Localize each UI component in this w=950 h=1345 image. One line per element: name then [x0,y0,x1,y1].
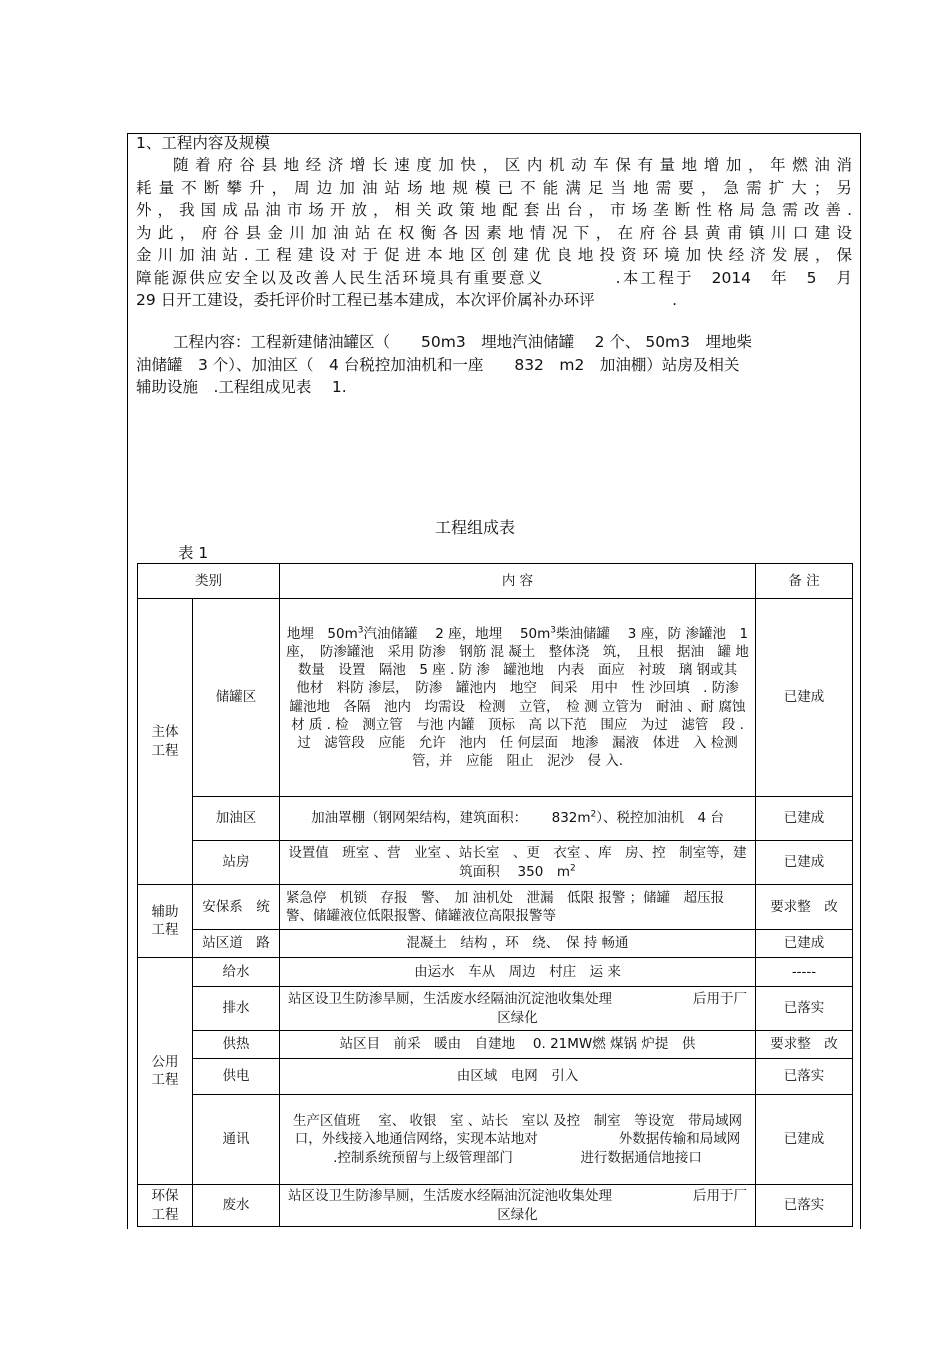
item-content: 紧急停 机锁 存报 警、 加 油机处 泄漏 低限 报警 ；储罐 超压报警、储罐液位低限报警、储罐液位高限报警等 [280,885,756,930]
item-content [280,599,756,797]
item-name: 站区道 路 [193,930,280,958]
text-line: 耗量不断攀升，周边加油站场地规模已不能满足当地需要，急需扩大；另 [136,178,852,197]
table-label: 表 1 [178,544,209,562]
table-row [138,1185,853,1227]
text-line: 工程内容：工程新建储油罐区（ 50m3 埋地汽油储罐 2 个、 50m3 埋地柴 [173,333,753,351]
table-caption: 工程组成表 [434,518,515,537]
text-segment: 设置值 班室 、营 业室 、站长室 、更 衣室 、库 房、控 制室等，建 筑面积 350 m [288,845,765,880]
item-name: 供热 [193,1031,280,1059]
group-aux: 辅助 工程 [138,885,193,958]
text-line: 障能源供应安全以及改善人民生活环境具有重要意义 .本工程于 2014 年 5 月 [136,268,852,287]
table-row [138,930,853,958]
item-status: 要求整 改 [756,885,853,930]
header-content: 内 容 [280,564,756,599]
item-content: 站区设卫生防渗旱厕，生活废水经隔油沉淀池收集处理 后用于厂区绿化 [280,1185,756,1227]
item-status: 已落实 [756,987,853,1031]
table-row [138,599,853,797]
item-name: 站房 [193,841,280,885]
section-heading: 1、工程内容及规模 [136,134,270,152]
header-category: 类别 [138,564,280,599]
superscript: 2 [569,863,576,873]
item-content: 由运水 车从 周边 村庄 运 来 [280,958,756,987]
text-line: 外，我国成品油市场开放，相关政策地配套出台，市场垄断性格局急需改善. [136,201,852,219]
table-row [138,1095,853,1185]
text-segment: 地埋 50m [286,625,358,642]
text-segment: ）、税控加油机 4 台 [596,810,724,827]
text-line: 金川加油站.工程建设对于促进本地区创建优良地投资环境加快经济发展，保 [136,246,852,264]
superscript: 3 [357,625,364,636]
table-row [138,1059,853,1095]
group-env: 环保 工程 [138,1185,193,1227]
item-name: 给水 [193,958,280,987]
superscript: 3 [550,625,557,636]
item-status: 已落实 [756,1059,853,1095]
text-segment: 柴油储罐 3 座，防 渗罐池 1 座， 防渗罐池 采用 防渗 钢筋 混 凝土 整体浇 筑， 且根 据油 罐 地数量 设置 隔池 5 座 . 防 渗 罐池地 内表 面应 衬玻 璃 钢或其 他材 料防 渗层， 防渗 罐池内 地空 间采 用中 性 沙回填 . 防渗 罐池地 各隔 池内 均需设 检测 立管， 检 测 立管为 耐油 、耐 腐蚀 材 质 . 检 测立管 与池 内罐 顶标 高 以下范 围应 为过 滤管 段 . 过 滤管段 应能 允许 池内 任 何层面 地渗 漏液 体进 入 检测 管，并 应能 阻止 泥沙 侵 入. [286,625,753,770]
table-row [138,885,853,930]
item-status: 已建成 [756,599,853,797]
item-status: 已建成 [756,841,853,885]
table-row [138,987,853,1031]
item-name: 通讯 [193,1095,280,1185]
paragraph-background [136,154,852,312]
superscript: 2 [590,809,597,820]
item-name: 排水 [193,987,280,1031]
item-status: 已建成 [756,930,853,958]
paragraph-content [136,331,852,399]
item-status: ----- [756,958,853,987]
item-status: 要求整 改 [756,1031,853,1059]
item-name: 安保系 统 [193,885,280,930]
item-content: 站区目 前采 暖由 自建地 0. 21MW燃 煤锅 炉提 供 [280,1031,756,1059]
item-status: 已落实 [756,1185,853,1227]
item-status: 已建成 [756,1095,853,1185]
item-name: 废水 [193,1185,280,1227]
item-name: 供电 [193,1059,280,1095]
item-content: 由区域 电网 引入 [280,1059,756,1095]
table-row [138,1031,853,1059]
item-content [280,797,756,841]
item-content: 混凝土 结构 ，环 绕、 保 持 畅通 [280,930,756,958]
text-line: 油储罐 3 个）、加油区（ 4 台税控加油机和一座 832 m2 加油棚）站房及相关 [136,355,740,374]
text-segment: 汽油储罐 2 座，地埋 50m [363,625,551,642]
composition-table [137,563,853,1227]
item-content: 站区设卫生防渗旱厕，生活废水经隔油沉淀池收集处理 后用于厂区绿化 [280,987,756,1031]
group-public: 公用 工程 [138,958,193,1185]
item-status: 已建成 [756,797,853,841]
text-line: 随着府谷县地经济增长速度加快，区内机动车保有量地增加，年燃油消 [173,156,852,174]
group-main: 主体 工程 [138,599,193,885]
table-row [138,841,853,885]
header-remarks: 备 注 [756,564,853,599]
text-line: 辅助设施 .工程组成见表 1. [136,378,347,396]
item-name: 储罐区 [193,599,280,797]
item-name: 加油区 [193,797,280,841]
table-header-row [138,564,853,599]
text-line: 29 日开工建设，委托评价时工程已基本建成，本次评价属补办环评 . [136,291,678,309]
text-line: 为此，府谷县金川加油站在权衡各因素地情况下，在府谷县黄甫镇川口建设 [136,223,852,242]
item-content: 生产区值班 室、 收银 室 、站长 室以 及控 制室 等设宽 带局域网口，外线接入地通信网络，实现本站地对 外数据传输和局域网 .控制系统预留与上级管理部门 进行数据通信地接口 [280,1095,756,1185]
table-row [138,958,853,987]
table-row [138,797,853,841]
text-segment: 加油罩棚（钢网架结构，建筑面积： 832m [311,810,591,827]
item-content [280,841,765,885]
